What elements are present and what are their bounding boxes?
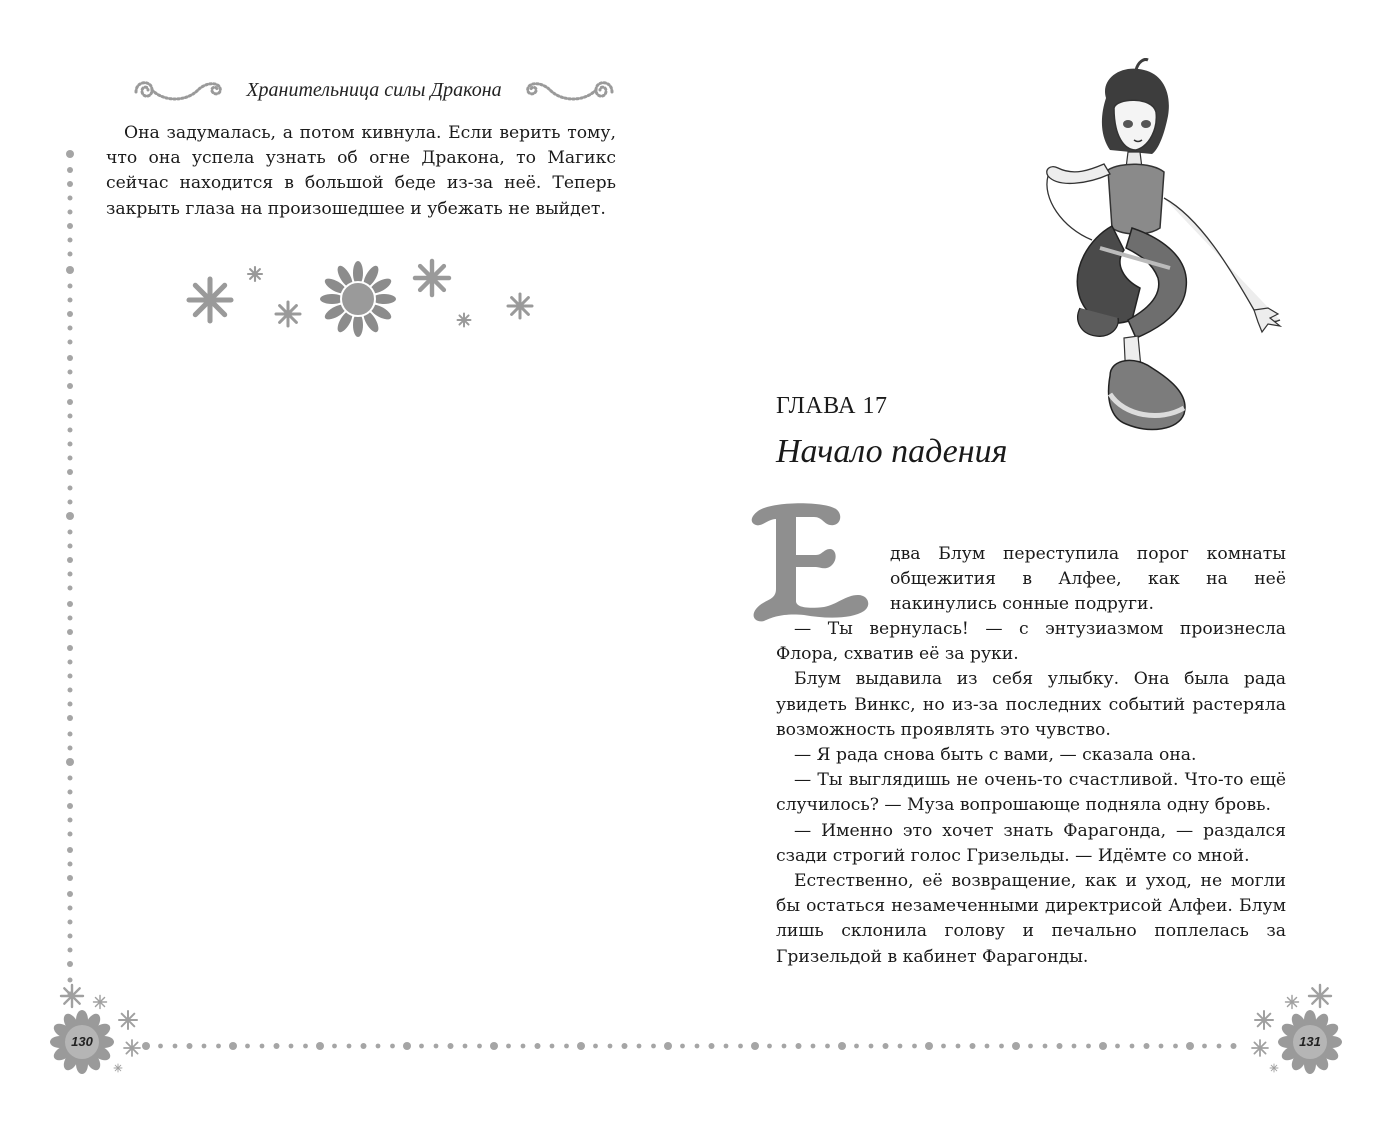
asterisk-flower-icon (61, 985, 83, 1007)
border-dot (838, 1042, 846, 1050)
border-dot (751, 1042, 759, 1050)
border-dot (825, 1044, 830, 1049)
border-dot (245, 1044, 250, 1049)
border-dot (347, 1044, 352, 1049)
border-dot (158, 1044, 163, 1049)
right-paragraph: — Я рада снова быть с вами, — сказала она. (794, 745, 1197, 766)
border-dot (521, 1044, 526, 1049)
border-dot (173, 1044, 178, 1049)
page-number-right: 131 (1299, 1034, 1321, 1049)
border-dot (1028, 1044, 1033, 1049)
border-dot (608, 1044, 613, 1049)
border-dot (898, 1044, 903, 1049)
border-dot (1099, 1042, 1107, 1050)
border-dot (970, 1043, 976, 1049)
border-dot (956, 1044, 961, 1049)
left-page-number-badge (48, 978, 148, 1078)
border-dot (535, 1043, 541, 1049)
asterisk-flower-icon (415, 261, 449, 295)
border-dot (1086, 1044, 1091, 1049)
right-paragraph: Блум выдавила из себя улыбку. Она была рада увидеть Винкс, но из-за последних событий растеряла возможность проявлять это чувство. (776, 669, 1286, 740)
asterisk-flower-icon (1252, 1040, 1268, 1056)
border-dot (1130, 1044, 1135, 1049)
asterisk-flower-icon (1309, 985, 1331, 1007)
small-asterisk-icon (114, 1064, 122, 1072)
border-dot (767, 1044, 772, 1049)
border-dot (390, 1044, 395, 1049)
border-dot (187, 1043, 193, 1049)
border-dot (724, 1044, 729, 1049)
left-paragraph: Она задумалась, а потом кивнула. Если верить тому, что она успела узнать об огне Дракона, то Магикс сейчас находится в большой беде из-за неё. Теперь закрыть глаза на произошедшее и убежать не выйдет. (106, 123, 616, 219)
small-asterisk-icon (458, 314, 471, 327)
border-dot (332, 1044, 337, 1049)
drop-cap (744, 497, 876, 625)
border-dot (680, 1044, 685, 1049)
asterisk-flower-icon (508, 294, 532, 318)
left-swirl-ornament-icon (128, 72, 228, 108)
border-dot (506, 1044, 511, 1049)
border-dot (448, 1043, 454, 1049)
border-dot (782, 1044, 787, 1049)
right-page-text (776, 617, 1286, 970)
border-dot (1173, 1044, 1178, 1049)
border-dot (593, 1044, 598, 1049)
right-paragraph: — Ты выглядишь не очень-то счастливой. Что-то ещё случилось? — Муза вопрошающе подняла одну бровь. (776, 770, 1286, 816)
border-dot (1231, 1043, 1237, 1049)
border-dot (796, 1043, 802, 1049)
border-dot (361, 1043, 367, 1049)
small-asterisk-icon (1270, 1064, 1278, 1072)
border-dot (216, 1044, 221, 1049)
border-dot (664, 1042, 672, 1050)
border-dot (289, 1044, 294, 1049)
right-paragraph: Естественно, её возвращение, как и уход, не могли бы остаться незамеченными директрисой Алфеи. Блум лишь склонила голову и печально поплелась за Гризельдой в кабинет Фарагонды. (776, 871, 1286, 967)
border-dot (419, 1044, 424, 1049)
border-dot (1115, 1044, 1120, 1049)
border-dot (651, 1044, 656, 1049)
border-dot (1012, 1042, 1020, 1050)
small-asterisk-icon (94, 996, 107, 1009)
border-dot (202, 1044, 207, 1049)
daisy-flower-icon (320, 261, 396, 337)
border-dot (229, 1042, 237, 1050)
asterisk-flower-icon (124, 1040, 140, 1056)
chapter-title: Начало падения (776, 433, 1008, 470)
border-dot (695, 1044, 700, 1049)
border-dot (1057, 1043, 1063, 1049)
border-dot (1186, 1042, 1194, 1050)
border-dot (274, 1043, 280, 1049)
border-dot (303, 1044, 308, 1049)
border-dot (1144, 1043, 1150, 1049)
border-dot (316, 1042, 324, 1050)
border-dot (260, 1044, 265, 1049)
border-dot (999, 1044, 1004, 1049)
border-dot (564, 1044, 569, 1049)
border-dot (477, 1044, 482, 1049)
border-dot (738, 1044, 743, 1049)
border-dot (985, 1044, 990, 1049)
border-dot (1202, 1044, 1207, 1049)
border-dot (622, 1043, 628, 1049)
border-dot (854, 1044, 859, 1049)
border-dot (550, 1044, 555, 1049)
border-dot (577, 1042, 585, 1050)
border-dot (883, 1043, 889, 1049)
asterisk-flower-icon (1255, 1011, 1273, 1029)
border-dot (1217, 1044, 1222, 1049)
border-dot (925, 1042, 933, 1050)
border-dot (403, 1042, 411, 1050)
border-dot (869, 1044, 874, 1049)
chapter-label: ГЛАВА 17 (776, 393, 888, 419)
border-dot (490, 1042, 498, 1050)
border-dot (434, 1044, 439, 1049)
left-page-text (106, 121, 616, 222)
running-header-title: Хранительница силы Дракона (246, 78, 502, 101)
drop-cap-paragraph (890, 542, 1286, 618)
page-number-left: 130 (71, 1034, 93, 1049)
small-asterisk-icon (248, 267, 262, 281)
border-dot (463, 1044, 468, 1049)
drop-cap-paragraph-text: два Блум переступила порог комнаты общежития в Алфее, как на неё накинулись сонные подруги. (890, 544, 1286, 615)
border-dot (709, 1043, 715, 1049)
small-asterisk-icon (1286, 996, 1299, 1009)
right-paragraph: — Ты вернулась! — с энтузиазмом произнесла Флора, схватив её за руки. (776, 619, 1286, 665)
right-swirl-ornament-icon (520, 72, 620, 108)
right-paragraph: — Именно это хочет знать Фарагонда, — раздался сзади строгий голос Гризельды. — Идёмте со мной. (776, 820, 1286, 866)
asterisk-flower-icon (119, 1011, 137, 1029)
character-illustration (1040, 58, 1290, 438)
border-dot (912, 1044, 917, 1049)
border-dot (1072, 1044, 1077, 1049)
border-dot (811, 1044, 816, 1049)
asterisk-flower-icon (189, 279, 231, 321)
right-page-number-badge (1244, 978, 1344, 1078)
border-dot (941, 1044, 946, 1049)
running-header (100, 72, 648, 108)
border-dot (637, 1044, 642, 1049)
asterisk-flower-icon (276, 302, 300, 326)
left-dotted-border (60, 148, 80, 1000)
border-dot (376, 1044, 381, 1049)
border-dot (1159, 1044, 1164, 1049)
bottom-dotted-border (140, 1036, 1250, 1056)
border-dot (1043, 1044, 1048, 1049)
flower-ornament-row (180, 252, 540, 342)
